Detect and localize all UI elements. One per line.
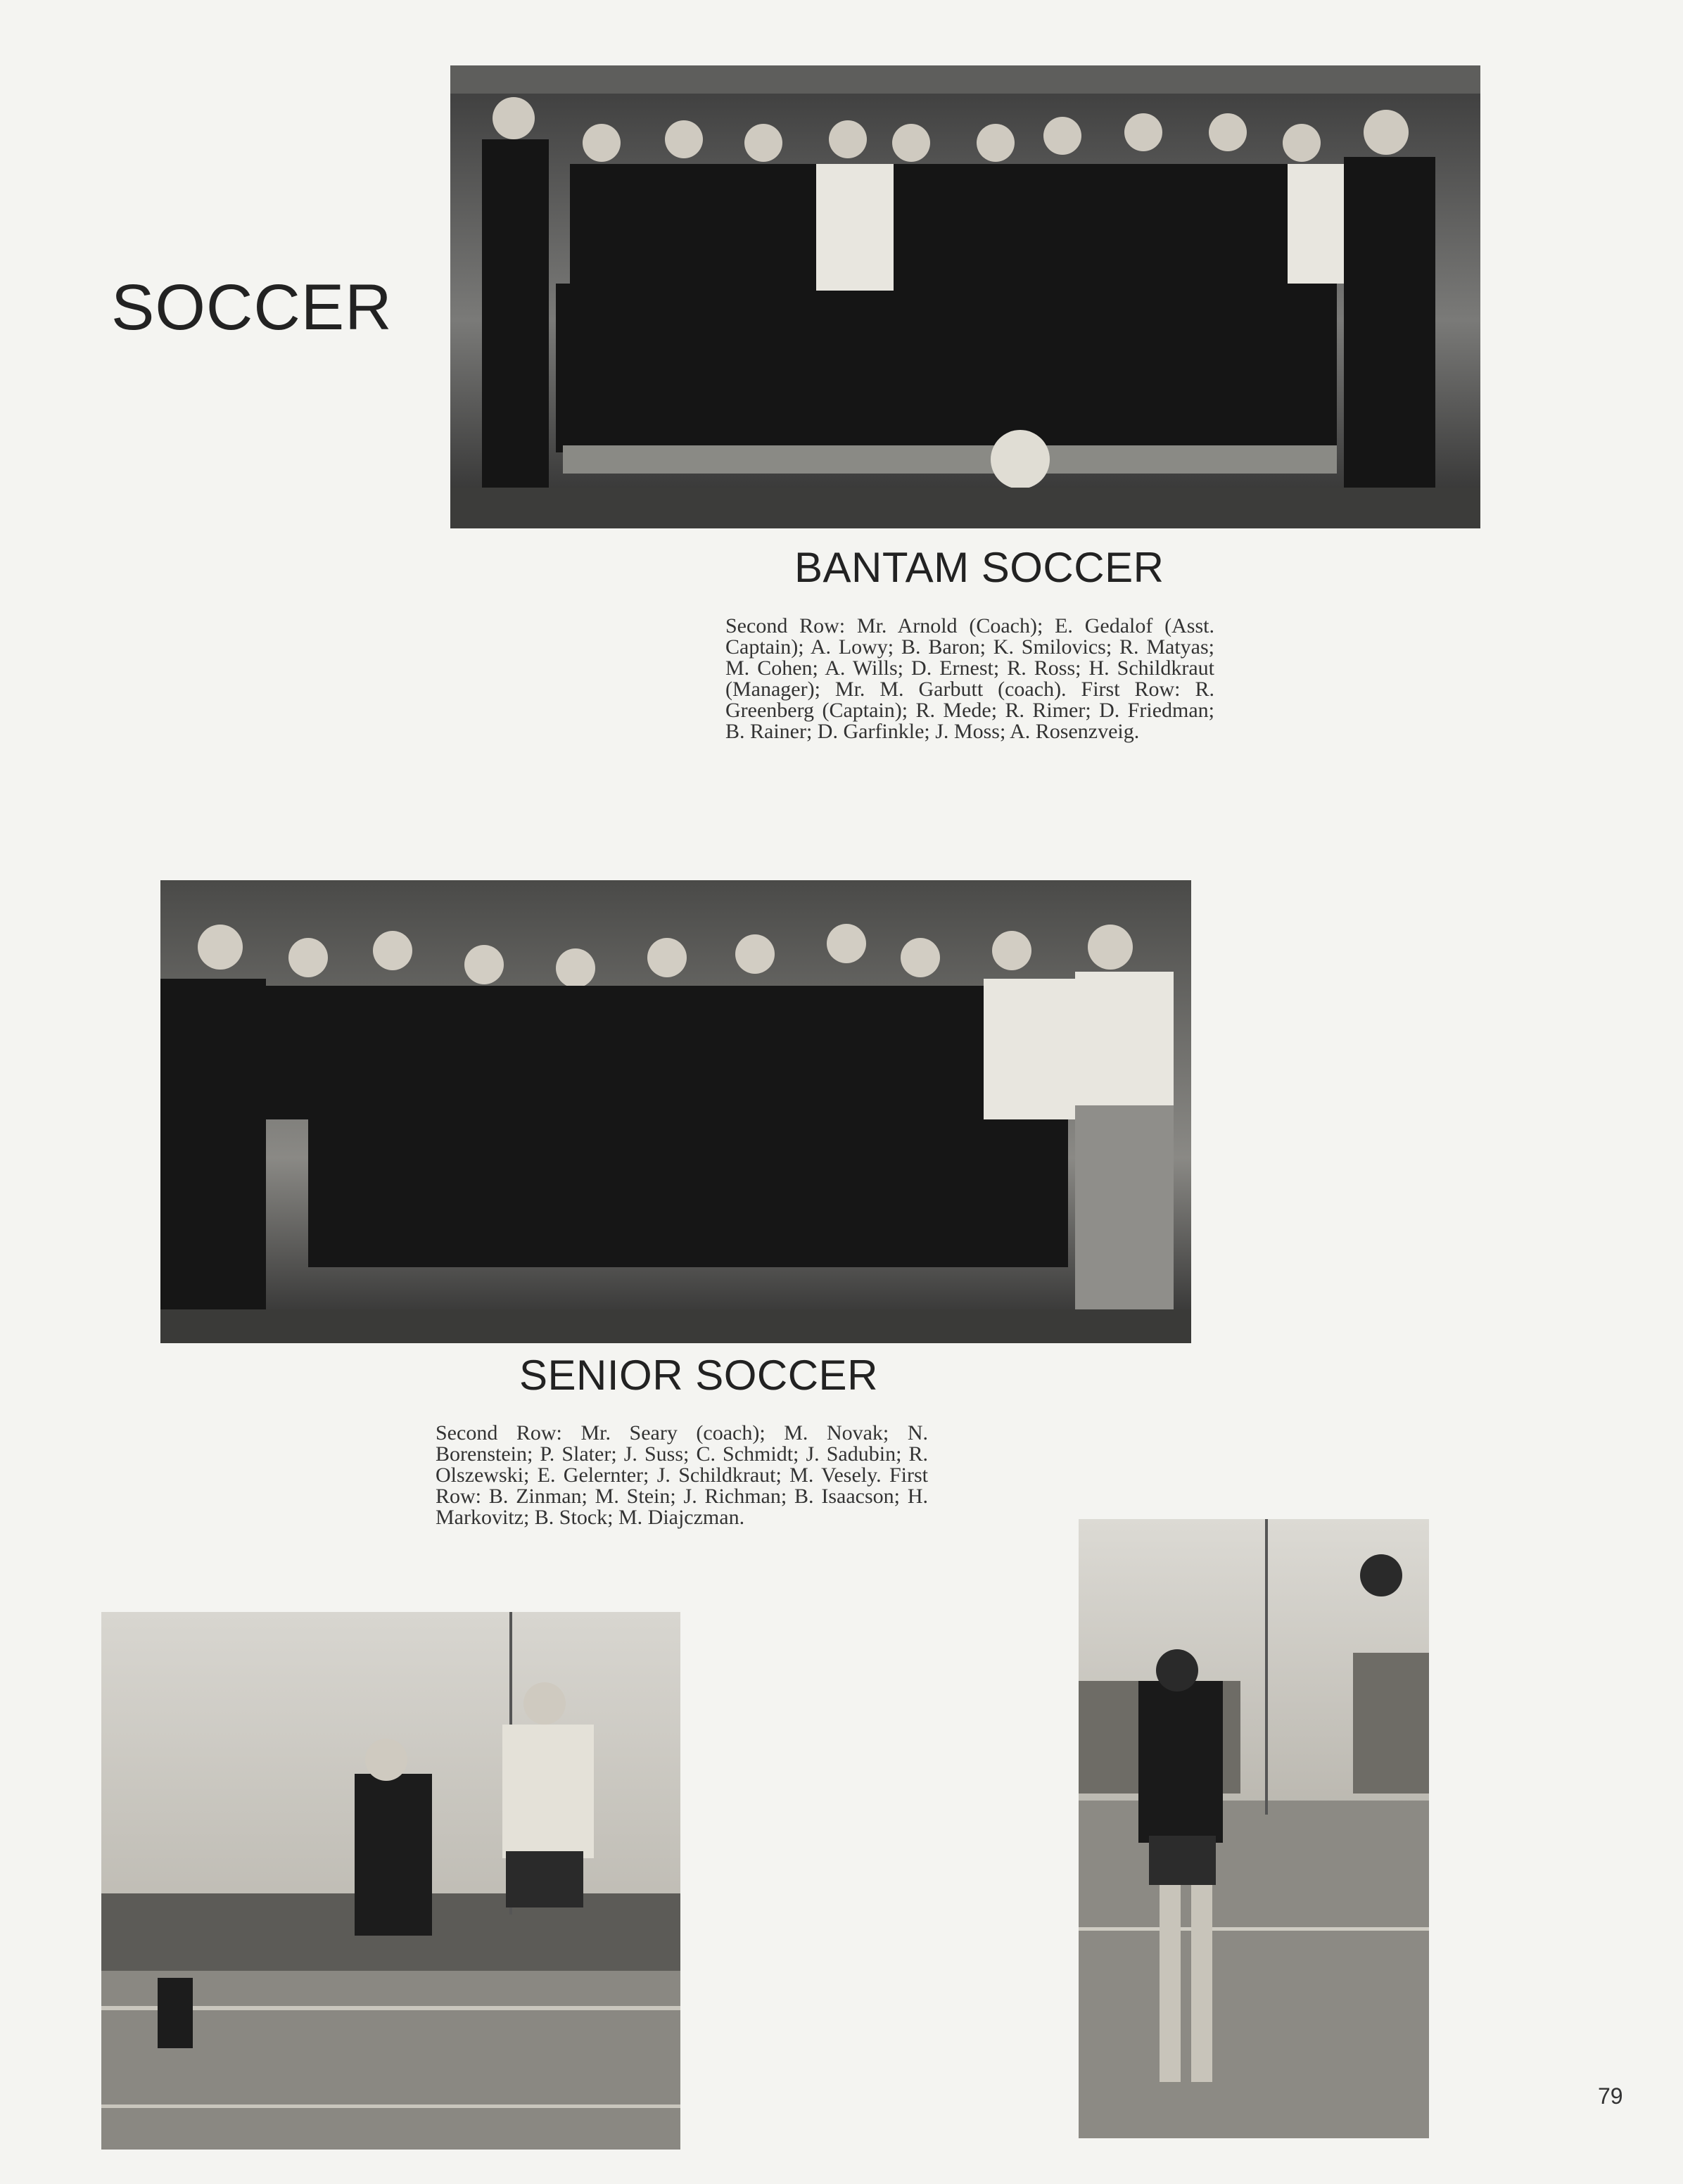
senior-soccer-caption: Second Row: Mr. Seary (coach); M. Novak; N. Borenstein; P. Slater; J. Suss; C. Schmidt; J. Sadubin; R. Olszewski; E. Gelernter; J. Schildkraut; M. Vesely. First Row: B. Zinman; M. Stein; J. Richman; B. Isaacson; H. Markovitz; B. Stock; M. Diajczman. — [436, 1421, 928, 1529]
page-number: 79 — [1598, 2083, 1623, 2109]
action-photo-left — [101, 1612, 680, 2150]
senior-team-photo — [160, 880, 1191, 1343]
action-photo-right — [1079, 1519, 1429, 2138]
bantam-soccer-heading: BANTAM SOCCER — [794, 544, 1164, 591]
bantam-soccer-caption: Second Row: Mr. Arnold (Coach); E. Gedalof (Asst. Captain); A. Lowy; B. Baron; K. Smilovics; R. Matyas; M. Cohen; A. Wills; D. Ernest; R. Ross; H. Schildkraut (Manager); Mr. M. Garbutt (coach). First Row: R. Greenberg (Captain); R. Mede; R. Rimer; D. Friedman; B. Rainer; D. Garfinkle; J. Moss; A. Rosenzveig. — [725, 614, 1214, 743]
bantam-team-photo — [450, 65, 1480, 528]
page-title: SOCCER — [111, 272, 393, 343]
senior-soccer-heading: SENIOR SOCCER — [519, 1352, 878, 1399]
